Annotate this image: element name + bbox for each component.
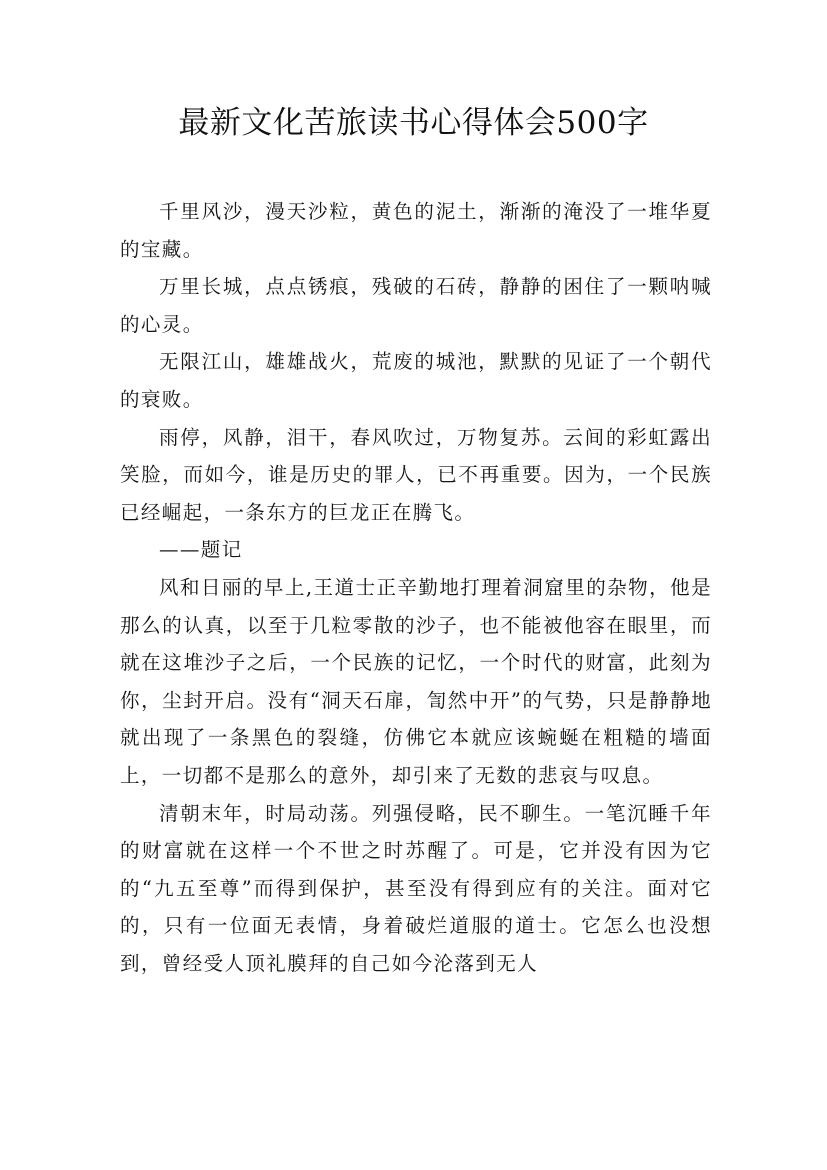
paragraph: 风和日丽的早上,王道士正辛勤地打理着洞窟里的杂物，他是那么的认真，以至于几粒零散的沙子，也不能被他容在眼里，而就在这堆沙子之后，一个民族的记忆，一个时代的财富，此刻为你，尘封开启。没有“洞天石扉，訇然中开”的气势，只是静静地就出现了一条黑色的裂缝，仿佛它本就应该蜿蜒在粗糙的墙面上，一切都不是那么的意外，却引来了无数的悲哀与叹息。 xyxy=(120,575,712,787)
paragraph: 雨停，风静，泪干，春风吹过，万物复苏。云间的彩虹露出笑脸，而如今，谁是历史的罪人，已不再重要。因为，一个民族已经崛起，一条东方的巨龙正在腾飞。 xyxy=(120,425,712,524)
paragraph: 万里长城，点点锈痕，残破的石砖，静静的困住了一颗呐喊的心灵。 xyxy=(120,275,712,336)
paragraph: 无限江山，雄雄战火，荒废的城池，默默的见证了一个朝代的衰败。 xyxy=(120,350,712,411)
document-body xyxy=(120,193,712,982)
paragraph: 千里风沙，漫天沙粒，黄色的泥土，渐渐的淹没了一堆华夏的宝藏。 xyxy=(120,200,712,261)
document-title: 最新文化苦旅读书心得体会500字 xyxy=(178,105,649,141)
epigraph-attribution: ——题记 xyxy=(159,538,243,562)
paragraph: 清朝末年，时局动荡。列强侵略，民不聊生。一笔沉睡千年的财富就在这样一个不世之时苏醒了。可是，它并没有因为它的“九五至尊”而得到保护，甚至没有得到应有的关注。面对它的，只有一位面无表情，身着破烂道服的道士。它怎么也没想到，曾经受人顶礼膜拜的自己如今沦落到无人 xyxy=(120,801,712,975)
